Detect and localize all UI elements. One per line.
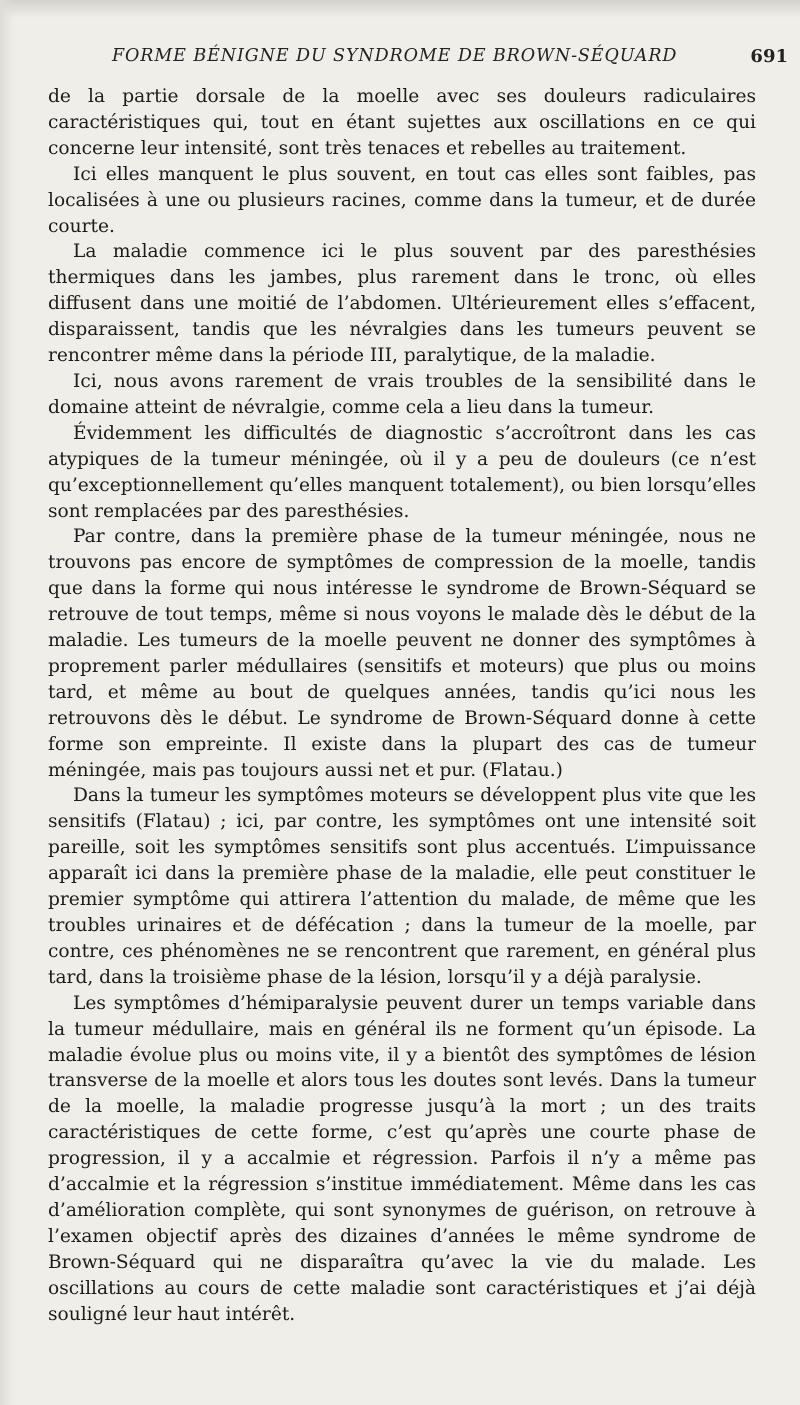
page-number: 691 (750, 46, 788, 67)
paragraph: Dans la tumeur les symptômes moteurs se développent plus vite que les sensitifs (Flatau) ; ici, par contre, les symptômes ont une intensité soit pareille, soit les symptômes sensitifs sont plus accentués. L’impuissance apparaît ici dans la première phase de la maladie, elle peut constituer le premier symptôme qui attirera l’attention du malade, de même que les troubles urinaires et de défécation ; dans la tumeur de la moelle, par contre, ces phénomènes ne se rencontrent que rarement, en général plus tard, dans la troisième phase de la lésion, lorsqu’il y a déjà paralysie. (48, 785, 756, 988)
running-title: FORME BÉNIGNE DU SYNDROME DE BROWN-SÉQUARD (112, 46, 678, 66)
paragraph: Les symptômes d’hémiparalysie peuvent durer un temps variable dans la tumeur médullaire, mais en général ils ne forment qu’un épisode. La maladie évolue plus ou moins vite, il y a bientôt des symptômes de lésion transverse de la moelle et alors tous les doutes sont levés. Dans la tumeur de la moelle, la maladie progresse jusqu’à la mort ; un des traits caractéristiques de cette forme, c’est qu’après une courte phase de progression, il y a accalmie et régression. Parfois il n’y a même pas d’accalmie et la régression s’institue immédiatement. Même dans les cas d’amélioration complète, qui sont synonymes de guérison, on retrouve à l’examen objectif après des dizaines d’années le même syndrome de Brown-Séquard qui ne disparaîtra qu’avec la vie du malade. Les oscillations au cours de cette maladie sont caractéristiques et j’ai déjà souligné leur haut intérêt. (48, 992, 756, 1325)
scan-shadow-left (0, 0, 14, 1405)
paragraph: La maladie commence ici le plus souvent par des paresthésies thermiques dans les jambes, plus rarement dans le tronc, où elles diffusent dans une moitié de l’abdomen. Ultérieurement elles s’effacent, disparaissent, tandis que les névralgies dans les tumeurs peuvent se rencontrer même dans la période III, paralytique, de la maladie. (48, 241, 756, 367)
scan-shadow-top (0, 0, 800, 18)
paragraph: Par contre, dans la première phase de la tumeur méningée, nous ne trouvons pas encore de symptômes de compression de la moelle, tandis que dans la forme qui nous intéresse le syndrome de Brown-Séquard se retrouve de tout temps, même si nous voyons le malade dès le début de la maladie. Les tumeurs de la moelle peuvent ne donner des symptômes à proprement parler médullaires (sensitifs et moteurs) que plus ou moins tard, et même au bout de quelques années, tandis qu’ici nous les retrouvons dès le début. Le syndrome de Brown-Séquard donne à cette forme son empreinte. Il existe dans la plupart des cas de tumeur méningée, mais pas toujours aussi net et pur. (Flatau.) (48, 526, 756, 781)
paragraph: Ici, nous avons rarement de vrais troubles de la sensibilité dans le domaine atteint de névralgie, comme cela a lieu dans la tumeur. (48, 370, 756, 418)
paragraph-continuation: de la partie dorsale de la moelle avec ses douleurs radiculaires caractéristiques qui, tout en étant sujettes aux oscillations en ce qui concerne leur intensité, sont très tenaces et rebelles au traitement. (48, 86, 756, 159)
paragraph: Évidemment les difficultés de diagnostic s’accroîtront dans les cas atypiques de la tumeur méningée, où il y a peu de douleurs (ce n’est qu’exceptionnellement qu’elles manquent totalement), ou bien lorsqu’elles sont remplacées par des paresthésies. (48, 422, 756, 522)
body-text (48, 84, 756, 1328)
paragraph: Ici elles manquent le plus souvent, en tout cas elles sont faibles, pas localisées à une ou plusieurs racines, comme dans la tumeur, et de durée courte. (48, 163, 756, 237)
